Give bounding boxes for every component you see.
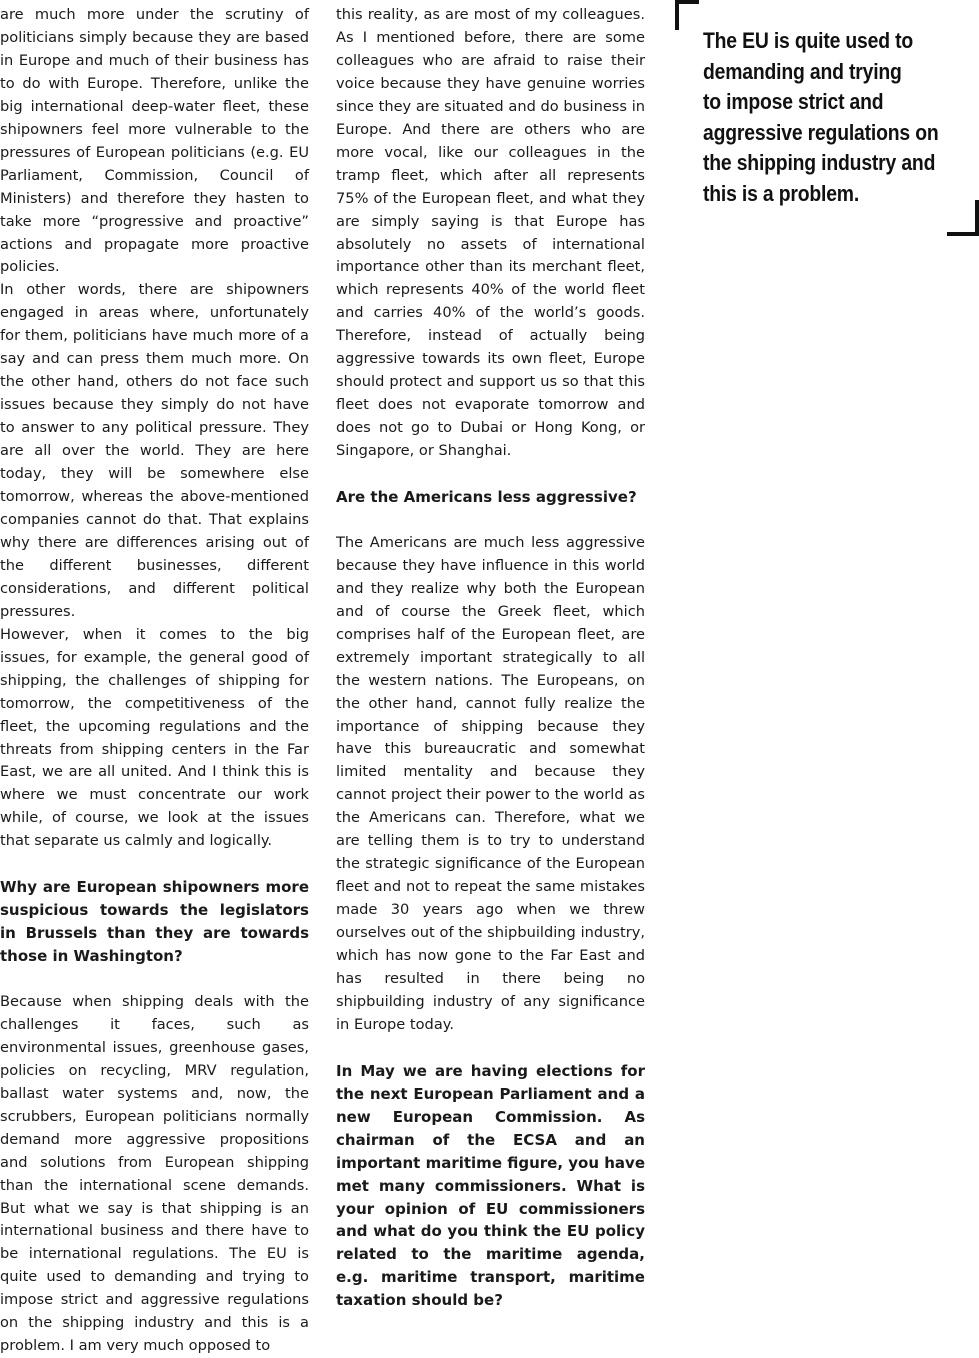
quote-bracket-bottom-right <box>947 200 979 236</box>
article-column-middle <box>336 4 645 1312</box>
body-paragraph: Because when shipping deals with the challenges it faces, such as environmental issues, greenhouse gases, policies on recycling, MRV regulation, ballast water systems and, now, the scrubbers, European politicians normally demand more aggressive propositions and solutions from European shipping than the international scene demands. But what we say is that shipping is an international business and there have to be international regulations. The EU is quite used to demanding and trying to impose strict and aggressive regulations on the shipping industry and this is a problem. I am very much opposed to <box>0 992 309 1355</box>
spacer <box>336 509 645 532</box>
quote-bracket-top-left <box>675 0 699 30</box>
body-paragraph: However, when it comes to the big issues, for example, the general good of shipping, the challenges of shipping for tomorrow, the competitiveness of the fleet, the upcoming regulations and the threats from shipping centers in the Far East, we are all united. And I think this is where we must concentrate our work while, of course, we look at the issues that separate us calmly and logically. <box>0 625 309 850</box>
article-column-left <box>0 4 309 1358</box>
interview-question: Why are European shipowners more suspicious towards the legislators in Brussels than they are towards those in Washington? <box>0 878 309 966</box>
pull-quote <box>675 0 979 240</box>
body-paragraph: this reality, as are most of my colleagues. As I mentioned before, there are some colleagues who are afraid to raise their voice because they have genuine worries since they are situated and do business in Europe. And there are others who are more vocal, like our colleagues in the tramp fleet, which after all represents 75% of the European fleet, and what they are simply saying is that Europe has absolutely no assets of international importance other than its merchant fleet, which represents 40% of the world fleet and carries 40% of the world’s goods. Therefore, instead of actually being aggressive towards its own fleet, Europe should protect and support us so that this fleet does not evaporate tomorrow and does not go to Dubai or Hong Kong, or Singapore, or Shanghai. <box>336 6 645 460</box>
spacer <box>0 853 309 876</box>
body-paragraph: are much more under the scrutiny of politicians simply because they are based in Europe and much of their business has to do with Europe. Therefore, unlike the big international deep-water fleet, these shipowners feel more vulnerable to the pressures of European politicians (e.g. EU Parliament, Commission, Council of Ministers) and therefore they hasten to take more “progressive and proactive” actions and propagate more proactive policies. <box>0 6 309 276</box>
pull-quote-line: demanding and trying <box>703 58 902 84</box>
body-paragraph: In other words, there are shipowners engaged in areas where, unfortunately for them, politicians have much more of a say and can press them much more. On the other hand, others do not face such issues because they simply do not have to answer to any political pressure. They are all over the world. They are here today, they will be somewhere else tomorrow, whereas the above-mentioned companies cannot do that. That explains why there are differences arising out of the different businesses, different considerations, and different political pressures. <box>0 281 309 620</box>
interview-question: Are the Americans less aggressive? <box>336 488 637 506</box>
spacer <box>0 968 309 991</box>
spacer <box>336 463 645 486</box>
interview-question: In May we are having elections for the next European Parliament and a new European Commission. As chairman of the ECSA and an important maritime figure, you have met many commissioners. What is your opinion of EU commissioners and what do you think the EU policy related to the maritime agenda, e.g. maritime transport, maritime taxation should be? <box>336 1061 645 1310</box>
pull-quote-line: The EU is quite used to <box>703 28 914 53</box>
pull-quote-line: the shipping industry and <box>703 150 936 176</box>
spacer <box>336 1037 645 1060</box>
pull-quote-line: aggressive regulations on <box>703 119 939 145</box>
pull-quote-text <box>703 26 941 210</box>
pull-quote-line: this is a problem. <box>703 180 860 206</box>
pull-quote-line: to impose strict and <box>703 89 884 115</box>
body-paragraph: The Americans are much less aggressive because they have influence in this world and they realize why both the European and of course the Greek fleet, which comprises half of the European fleet, are extremely important strategically to all the western nations. The Europeans, on the other hand, cannot fully realize the importance of shipping because they have this bureaucratic and somewhat limited mentality and because they cannot project their power to the world as the Americans can. Therefore, what we are telling them is to try to understand the strategic significance of the European fleet and not to repeat the same mistakes made 30 years ago when we threw ourselves out of the shipbuilding industry, which has now gone to the Far East and has resulted in there being no shipbuilding industry of any significance in Europe today. <box>336 533 645 1033</box>
